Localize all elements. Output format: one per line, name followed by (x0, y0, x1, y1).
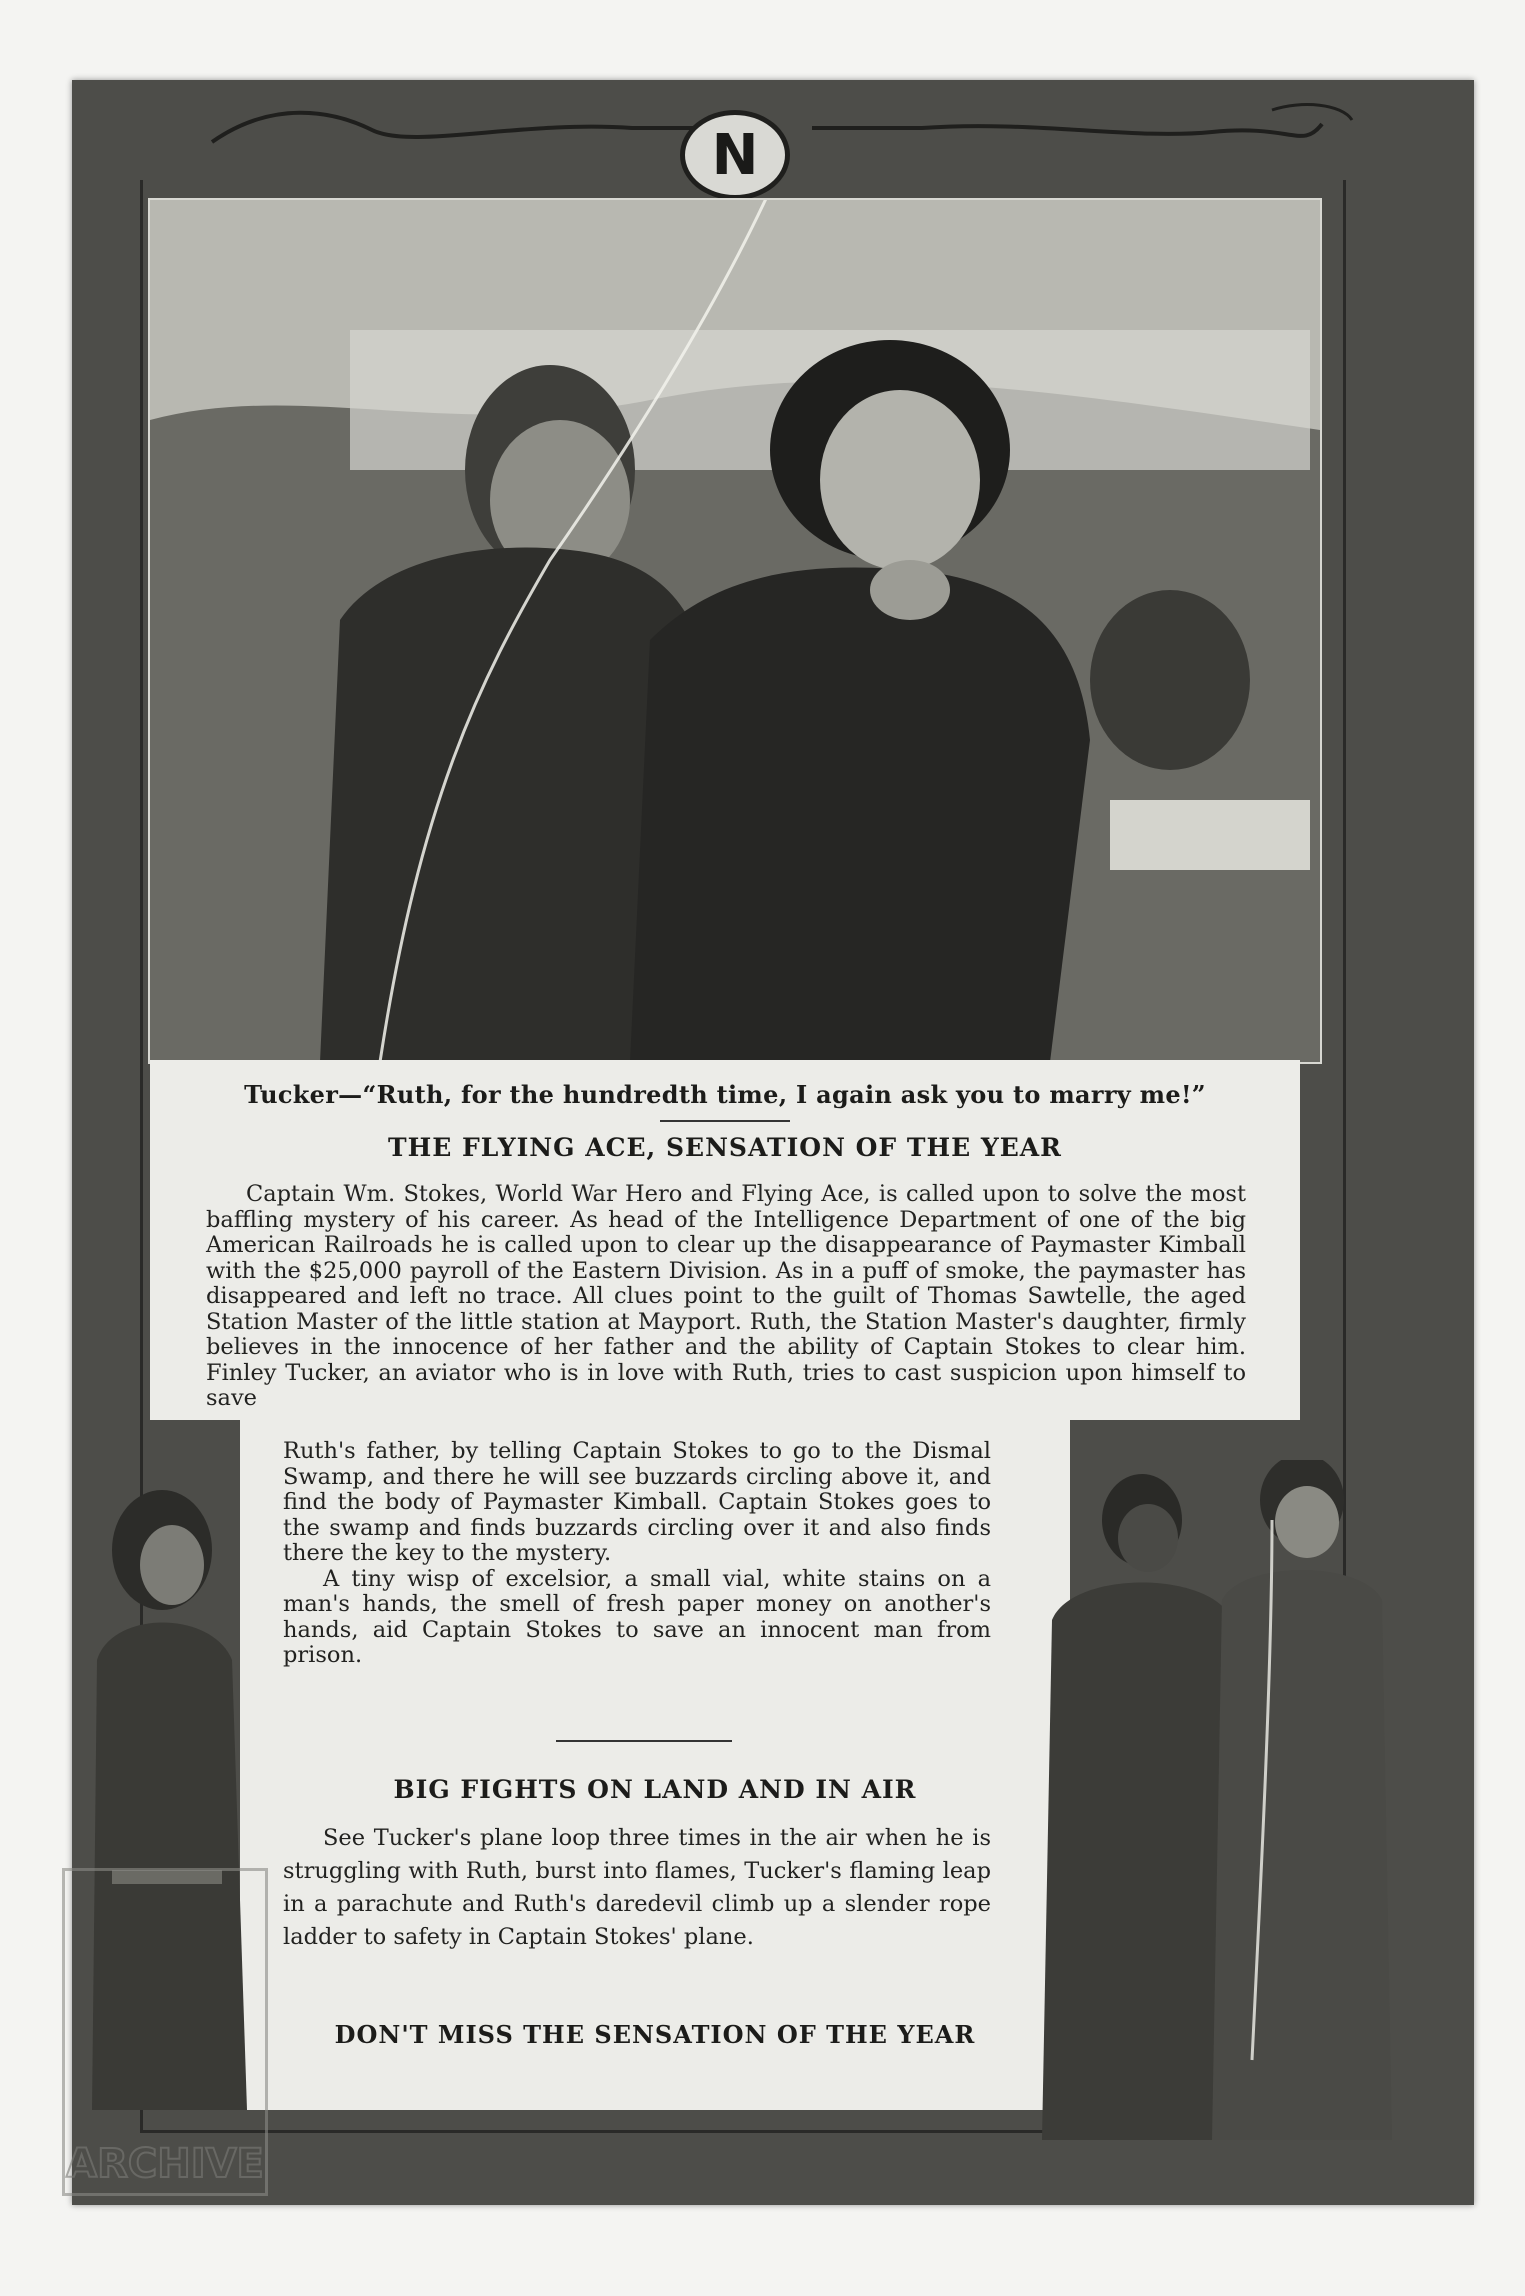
archive-watermark (62, 1868, 268, 2196)
section1-body-narrow (283, 1439, 991, 1669)
section1-headline: THE FLYING ACE, SENSATION OF THE YEAR (388, 1133, 1062, 1162)
divider-rule-1 (660, 1120, 790, 1122)
section1-paragraph1-continued: Ruth's father, by telling Captain Stokes to go to the Dismal Swamp, and there he will see buzzards circling above it, and find the body of Paymaster Kimball. Captain Stokes goes to the swamp and finds buzzards circling over it and also finds there the key to the mystery. (283, 1438, 991, 1566)
section2-paragraph: See Tucker's plane loop three times in the air when he is struggling with Ruth, burst into flames, Tucker's flaming leap in a parachute and Ruth's daredevil climb up a slender rope ladder to safety in Captain Stokes' plane. (283, 1825, 991, 1950)
film-still-photo (148, 198, 1322, 1064)
section1-paragraph1: Captain Wm. Stokes, World War Hero and Flying Ace, is called upon to solve the most baffling mystery of his career. As head of the Intelligence Department of one of the big American Railroads he is called upon to clear up the disappearance of Paymaster Kimball with the $25,000 payroll of the Eastern Division. As in a puff of smoke, the paymaster has disappeared and left no trace. All clues point to the guilt of Thomas Sawtelle, the aged Station Master of the little station at Mayport. Ruth, the Station Master's daughter, firmly believes in the innocence of her father and the ability of Captain Stokes to clear him. Finley Tucker, an aviator who is in love with Ruth, tries to cast suspicion upon himself to save (206, 1181, 1246, 1411)
archive-watermark-text: ARCHIVE (66, 2141, 264, 2187)
logo-badge (680, 110, 790, 200)
section2-body (283, 1822, 991, 1954)
logo-letter: N (711, 122, 759, 188)
photo-caption: Tucker—“Ruth, for the hundredth time, I again ask you to marry me!” (244, 1080, 1206, 1109)
section1-paragraph2: A tiny wisp of excelsior, a small vial, white stains on a man's hands, the smell of fresh paper money on another's hands, aid Captain Stokes to save an innocent man from prison. (283, 1565, 991, 1668)
film-still-illustration (150, 200, 1320, 1062)
section1-body-wide (206, 1182, 1246, 1412)
soldiers-figure-right (1022, 1460, 1402, 2140)
closing-tagline: DON'T MISS THE SENSATION OF THE YEAR (334, 2020, 976, 2049)
divider-rule-2 (556, 1740, 732, 1742)
section2-headline: BIG FIGHTS ON LAND AND IN AIR (393, 1775, 917, 1804)
